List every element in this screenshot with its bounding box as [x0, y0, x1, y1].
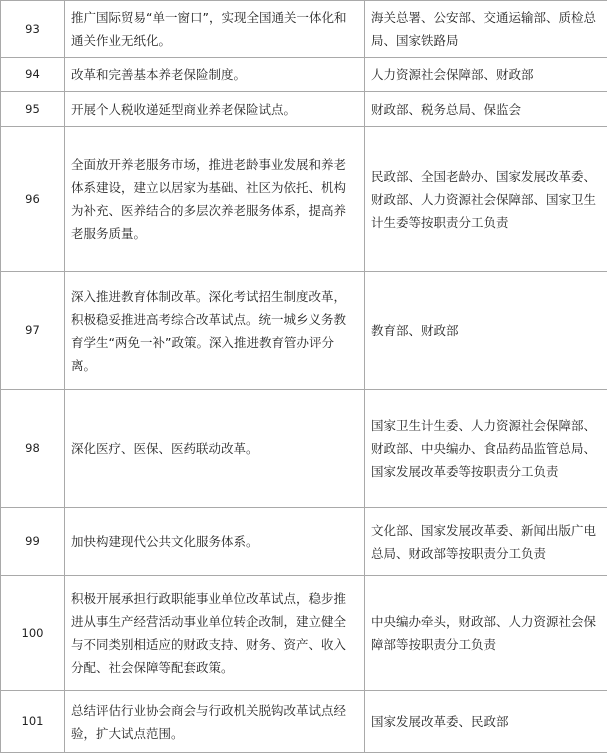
row-number: 97 [1, 272, 65, 390]
responsible-departments: 民政部、全国老龄办、国家发展改革委、财政部、人力资源社会保障部、国家卫生计生委等按职责分工负责 [365, 127, 607, 272]
table-row [1, 92, 607, 127]
task-description: 积极开展承担行政职能事业单位改革试点，稳步推进从事生产经营活动事业单位转企改制，建立健全与不同类别相适应的财政支持、财务、资产、收入分配、社会保障等配套政策。 [65, 576, 365, 691]
row-number: 94 [1, 58, 65, 92]
table-row [1, 576, 607, 691]
task-description: 深化医疗、医保、医药联动改革。 [65, 390, 365, 508]
task-description: 总结评估行业协会商会与行政机关脱钩改革试点经验，扩大试点范围。 [65, 691, 365, 753]
responsible-departments: 中央编办牵头，财政部、人力资源社会保障部等按职责分工负责 [365, 576, 607, 691]
task-description: 推广国际贸易“单一窗口”，实现全国通关一体化和通关作业无纸化。 [65, 1, 365, 58]
task-description: 改革和完善基本养老保险制度。 [65, 58, 365, 92]
table-row [1, 1, 607, 58]
task-description: 全面放开养老服务市场，推进老龄事业发展和养老体系建设，建立以居家为基础、社区为依托、机构为补充、医养结合的多层次养老服务体系，提高养老服务质量。 [65, 127, 365, 272]
task-description: 加快构建现代公共文化服务体系。 [65, 508, 365, 576]
responsible-departments: 海关总署、公安部、交通运输部、质检总局、国家铁路局 [365, 1, 607, 58]
table-row [1, 127, 607, 272]
table-row [1, 272, 607, 390]
table-row [1, 508, 607, 576]
row-number: 100 [1, 576, 65, 691]
responsible-departments: 财政部、税务总局、保监会 [365, 92, 607, 127]
responsible-departments: 国家发展改革委、民政部 [365, 691, 607, 753]
row-number: 96 [1, 127, 65, 272]
responsible-departments: 文化部、国家发展改革委、新闻出版广电总局、财政部等按职责分工负责 [365, 508, 607, 576]
responsible-departments: 教育部、财政部 [365, 272, 607, 390]
responsible-departments: 人力资源社会保障部、财政部 [365, 58, 607, 92]
task-description: 开展个人税收递延型商业养老保险试点。 [65, 92, 365, 127]
row-number: 95 [1, 92, 65, 127]
table-row [1, 691, 607, 753]
task-description: 深入推进教育体制改革。深化考试招生制度改革，积极稳妥推进高考综合改革试点。统一城乡义务教育学生“两免一补”政策。深入推进教育管办评分离。 [65, 272, 365, 390]
row-number: 93 [1, 1, 65, 58]
responsible-departments: 国家卫生计生委、人力资源社会保障部、财政部、中央编办、食品药品监管总局、国家发展改革委等按职责分工负责 [365, 390, 607, 508]
row-number: 98 [1, 390, 65, 508]
table-row [1, 58, 607, 92]
reform-task-table-body [1, 1, 607, 753]
table-row [1, 390, 607, 508]
row-number: 101 [1, 691, 65, 753]
row-number: 99 [1, 508, 65, 576]
